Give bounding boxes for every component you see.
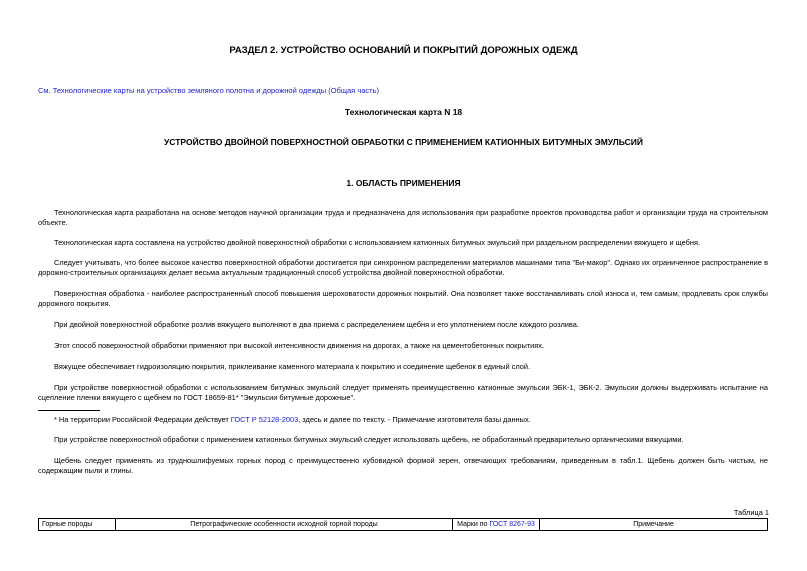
paragraph: Вяжущее обеспечивает гидроизоляцию покрытия, приклеивание каменного материала к покрытию и соединение щебенок в единый слой. — [54, 362, 531, 371]
table-label: Таблица 1 — [733, 508, 769, 517]
table-header-petrographic: Петрографические особенности исходной горной породы — [116, 519, 453, 531]
paragraph: При устройстве поверхностной обработки с применением катионных битумных эмульсий следует использовать щебень, не обработанный предварительно органическими вяжущими. — [54, 435, 684, 444]
table-header-note: Примечание — [540, 519, 768, 531]
card-subtitle: УСТРОЙСТВО ДВОЙНОЙ ПОВЕРХНОСТНОЙ ОБРАБОТКИ С ПРИМЕНЕНИЕМ КАТИОННЫХ БИТУМНЫХ ЭМУЛЬСИЙ — [164, 137, 643, 147]
footnote-text: * На территории Российской Федерации действует — [54, 415, 231, 424]
footnote-divider — [38, 410, 100, 411]
paragraph: При устройстве поверхностной обработки с использованием битумных эмульсий следует применять преимущественно катионные эмульсии ЭБК-1, ЭБК-2. Эмульсии должны выдерживать испытание на сцепление пленки вяжущего с щебнем по ГОСТ 18659-81* "Эмульсии битумные дорожные". — [38, 383, 768, 402]
table-header-rock-types: Горные породы — [39, 519, 116, 531]
gost-8267-link[interactable]: ГОСТ 8267-93 — [489, 521, 535, 528]
table-header-grades — [453, 519, 540, 531]
paragraph: Поверхностная обработка - наиболее распространенный способ повышения шероховатости дорожных покрытий. Она позволяет также восстанавливать слой износа и, тем самым, продлевать срок службы дорожного покрытия. — [38, 289, 768, 308]
footnote-text-end: , здесь и далее по тексту. - Примечание изготовителя базы данных. — [298, 415, 531, 424]
paragraph: Технологическая карта разработана на основе методов научной организации труда и предназначена для использования при разработке проектов производства работ и организации труда на строительном объекте. — [38, 208, 768, 227]
table-1 — [38, 518, 768, 531]
paragraph: Следует учитывать, что более высокое качество поверхностной обработки достигается при синхронном распределении материалов машинами типа "Би-макор". Однако их ограниченное распространение в дорожно-строительных организациях делает весьма актуальным традиционный способ устройства двойной поверхностной обработки. — [38, 258, 768, 277]
paragraph: Щебень следует применять из трудношлифуемых горных пород с преимущественно кубовидной формой зерен, отвечающих требованиям, приведенным в табл.1. Щебень должен быть чистым, не содержащим пыли и глины. — [38, 456, 768, 475]
paragraph: Этот способ поверхностной обработки применяют при высокой интенсивности движения на дорогах, а также на цементобетонных покрытиях. — [54, 341, 545, 350]
card-title: Технологическая карта N 18 — [344, 107, 463, 117]
paragraph: Технологическая карта составлена на устройство двойной поверхностной обработки с использованием катионных битумных эмульсий при раздельном распределении вяжущего и щебня. — [54, 238, 701, 247]
see-also-link[interactable]: См. Технологические карты на устройство земляного полотна и дорожной одежды (Общая часть) — [38, 86, 379, 95]
gost-r-52128-link[interactable]: ГОСТ Р 52128-2003 — [230, 415, 299, 424]
section-title: РАЗДЕЛ 2. УСТРОЙСТВО ОСНОВАНИЙ И ПОКРЫТИЙ ДОРОЖНЫХ ОДЕЖД — [229, 45, 578, 56]
footnote — [38, 415, 768, 425]
paragraph: При двойной поверхностной обработке розлив вяжущего выполняют в два приема с распределением щебня и его уплотнением после каждого розлива. — [54, 320, 579, 329]
table-header-row — [39, 519, 768, 531]
section-heading: 1. ОБЛАСТЬ ПРИМЕНЕНИЯ — [346, 178, 461, 188]
table-header-grades-text: Марки по — [457, 521, 490, 528]
